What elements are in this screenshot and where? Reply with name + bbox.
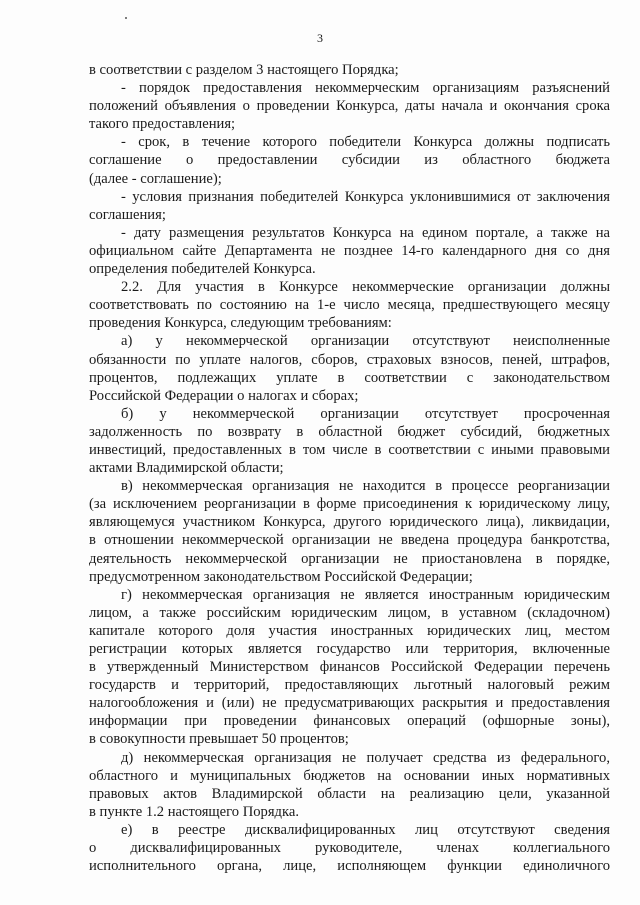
text-line: в пункте 1.2 настоящего Порядка.	[89, 803, 299, 820]
text-line: правовых актов Владимирской области на реализацию цели, указанной	[89, 785, 610, 802]
text-line: капитале которого доля участия иностранных юридических лиц, местом	[89, 622, 610, 639]
text-line: е) в реестре дисквалифицированных лиц отсутствуют сведения	[121, 821, 610, 838]
text-line: о дисквалифицированных руководителе, членах коллегиального	[89, 840, 610, 857]
text-line: являющемуся участником Конкурса, другого юридического лица), ликвидации,	[89, 514, 610, 531]
scan-speck	[125, 17, 127, 19]
text-line: - дату размещения результатов Конкурса на едином портале, а также на	[121, 224, 610, 241]
page-number: 3	[317, 31, 323, 45]
text-line: исполнительного органа, лице, исполняющем функции единоличного	[89, 858, 610, 875]
text-line: государств и территорий, предоставляющих льготный налоговый режим	[89, 677, 610, 694]
text-line: актами Владимирской области;	[89, 460, 284, 477]
text-line: в) некоммерческая организация не находится в процессе реорганизации	[121, 478, 610, 495]
text-line: соответствовать по состоянию на 1-е число месяца, предшествующего месяцу	[89, 297, 610, 314]
text-line: официальном сайте Департамента не позднее 14-го календарного дня со дня	[89, 242, 610, 259]
text-line: 2.2. Для участия в Конкурсе некоммерческие организации должны	[121, 279, 610, 296]
text-line: г) некоммерческая организация не является иностранным юридическим	[121, 586, 610, 603]
text-line: деятельность некоммерческой организации не приостановлена в порядке,	[89, 550, 610, 567]
text-line: предусмотренном законодательством Российской Федерации;	[89, 568, 473, 585]
text-line: (далее - соглашение);	[89, 170, 222, 187]
text-line: а) у некоммерческой организации отсутствуют неисполненные	[121, 333, 610, 350]
text-line: соглашения;	[89, 206, 166, 223]
text-line: такого предоставления;	[89, 116, 236, 133]
text-line: в соответствии с разделом 3 настоящего Порядка;	[89, 62, 399, 78]
text-line: - срок, в течение которого победители Конкурса должны подписать	[121, 134, 610, 151]
text-line: регистрации которых является государство или территория, включенные	[89, 641, 610, 657]
text-line: в отношении некоммерческой организации не введена процедура банкротства,	[89, 532, 610, 549]
text-line: - условия признания победителей Конкурса уклонившимися от заключения	[121, 188, 610, 205]
text-line: проведения Конкурса, следующим требованиям:	[89, 315, 392, 332]
text-line: б) у некоммерческой организации отсутствует просроченная	[121, 405, 610, 422]
text-line: соглашение о предоставлении субсидии из областного бюджета	[89, 152, 610, 169]
text-line: определения победителей Конкурса.	[89, 261, 316, 278]
text-line: налогообложения и (или) не предусматривающих раскрытия и предоставления	[89, 695, 610, 712]
text-line: процентов, подлежащих уплате в соответствии с законодательством	[89, 369, 610, 386]
text-line: в совокупности превышает 50 процентов;	[89, 731, 349, 748]
text-line: информации при проведении финансовых операций (офшорные зоны),	[89, 713, 610, 730]
text-line: д) некоммерческая организация не получает средства из федерального,	[121, 749, 610, 766]
text-line: инвестиций, предоставленных в том числе в соответствии с иными правовыми	[89, 441, 610, 458]
text-line: положений объявления о проведении Конкурса, даты начала и окончания срока	[89, 98, 610, 115]
text-line: обязанности по уплате налогов, сборов, страховых взносов, пеней, штрафов,	[89, 351, 610, 368]
text-line: в утвержденный Министерством финансов Российской Федерации перечень	[89, 659, 610, 676]
text-line: - порядок предоставления некоммерческим организациям разъяснений	[121, 80, 610, 97]
body-text	[89, 61, 610, 875]
text-line: Российской Федерации о налогах и сборах;	[89, 387, 359, 404]
text-line: лицом, а также российским юридическим лицом, в уставном (складочном)	[89, 604, 610, 621]
text-line: областного и муниципальных бюджетов на основании иных нормативных	[89, 767, 610, 784]
text-line: задолженность по возврату в областной бюджет субсидий, бюджетных	[89, 423, 610, 440]
text-line: (за исключением реорганизации в форме присоединения к юридическому лицу,	[89, 496, 610, 513]
